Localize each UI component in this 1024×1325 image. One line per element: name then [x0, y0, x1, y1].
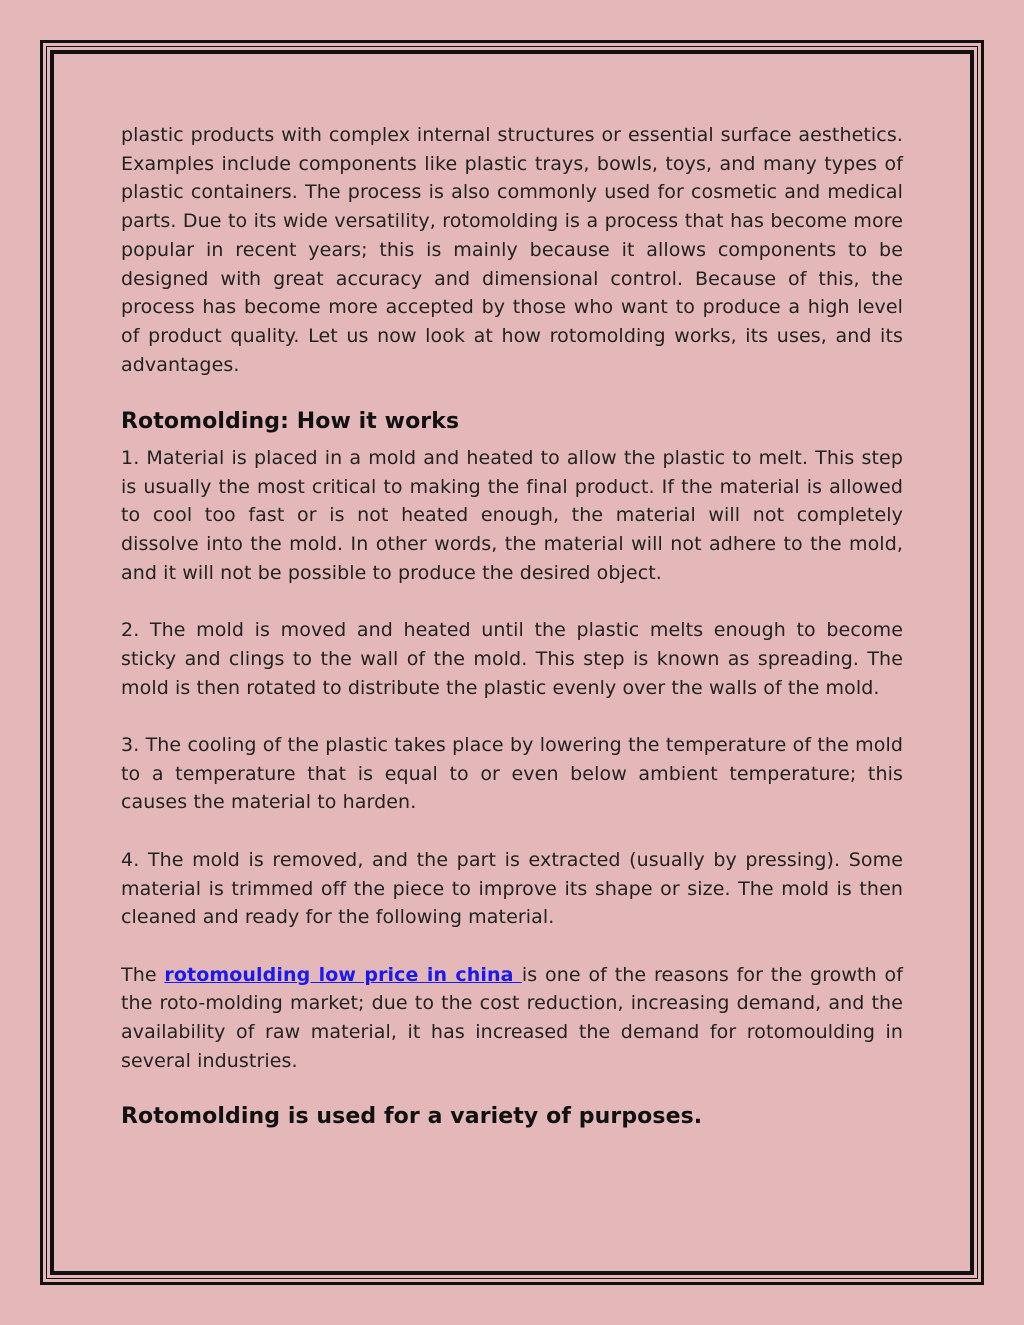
step-1-paragraph: 1. Material is placed in a mold and heated to allow the plastic to melt. This step is usually the most critical to making the final product. If the material is allowed to cool too fast or is not heated enough, the material will not completely dissolve into the mold. In other words, the material will not adhere to the mold, and it will not be possible to produce the desired object.: [121, 447, 903, 584]
step-4-paragraph: 4. The mold is removed, and the part is extracted (usually by pressing). Some material is trimmed off the piece to improve its shape or size. The mold is then cleaned and ready for the following material.: [121, 848, 903, 929]
step-2-paragraph: 2. The mold is moved and heated until the plastic melts enough to become sticky and clings to the wall of the mold. This step is known as spreading. The mold is then rotated to distribute the plastic evenly over the walls of the mold.: [121, 619, 903, 699]
intro-paragraph: plastic products with complex internal structures or essential surface aesthetics. Examples include components like plastic trays, bowls, toys, and many types of plastic containers. The process is also commonly used for cosmetic and medical parts. Due to its wide versatility, rotomolding is a process that has become more popular in recent years; this is mainly because it allows components to be designed with great accuracy and dimensional control. Because of this, the process has become more accepted by those who want to produce a high level of product quality. Let us now look at how rotomolding works, its uses, and its advantages.: [121, 124, 903, 376]
heading-purposes: Rotomolding is used for a variety of purposes.: [121, 1104, 703, 1130]
link-paragraph: [121, 961, 903, 1076]
link-paragraph-tail: is one of the reasons for the growth of the roto-molding market; due to the cost reduction, increasing demand, and the availability of raw material, it has increased the demand for rotomoulding in several industries.: [121, 963, 904, 1072]
document-body: [121, 121, 903, 1131]
step-3-paragraph: 3. The cooling of the plastic takes place by lowering the temperature of the mold to a temperature that is equal to or even below ambient temperature; this causes the material to harden.: [121, 734, 903, 814]
heading-how-it-works: Rotomolding: How it works: [121, 409, 460, 435]
rotomoulding-price-link[interactable]: rotomoulding low price in china: [164, 963, 522, 986]
link-paragraph-lead: The: [121, 963, 165, 986]
